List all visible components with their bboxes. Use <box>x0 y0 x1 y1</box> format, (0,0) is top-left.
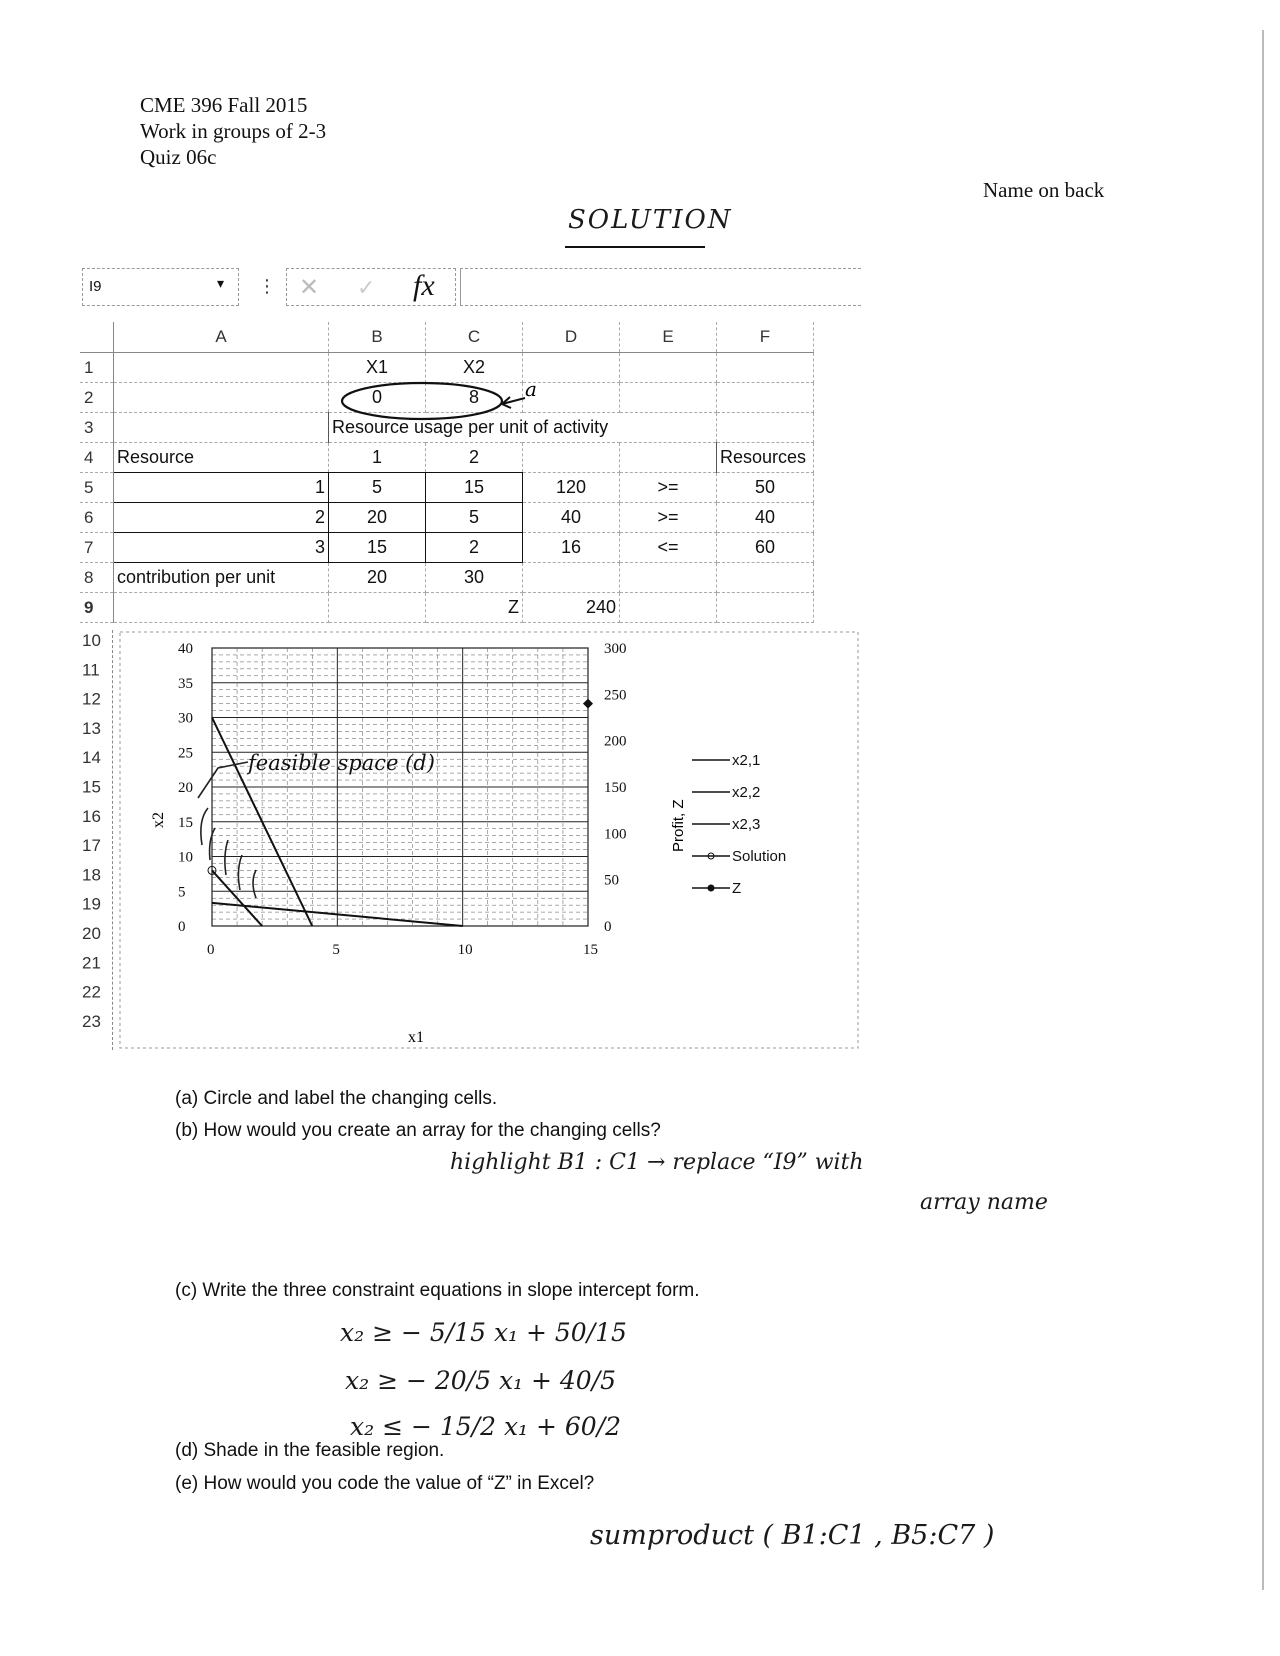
cell-e6[interactable]: >= <box>620 503 717 533</box>
cell-c4[interactable]: 2 <box>426 443 523 473</box>
cell-e2[interactable] <box>620 383 717 413</box>
group-instructions: Work in groups of 2-3 <box>140 119 327 143</box>
row-header: 16 <box>82 806 101 826</box>
cell-c9[interactable]: Z <box>426 593 523 623</box>
cell-d8[interactable] <box>523 563 620 593</box>
x-tick-label: 10 <box>457 942 473 958</box>
row-header[interactable]: 2 <box>80 383 114 413</box>
z-point <box>583 699 593 709</box>
cell-a7[interactable]: 3 <box>114 533 329 563</box>
answer-b-line1: highlight B1 : C1 → replace “I9” with <box>450 1150 864 1175</box>
y-tick-label: 5 <box>178 884 186 901</box>
cell-a8[interactable]: contribution per unit <box>114 563 329 593</box>
row-header: 13 <box>82 718 101 738</box>
row-header[interactable]: 3 <box>80 413 114 443</box>
cell-c1[interactable]: X2 <box>426 353 523 383</box>
question-b: (b) How would you create an array for the changing cells? <box>175 1120 661 1141</box>
formula-input[interactable] <box>460 268 861 306</box>
spreadsheet-grid <box>80 322 814 623</box>
answer-c-eq3: x₂ ≤ − 15/2 x₁ + 60/2 <box>350 1412 622 1441</box>
legend-marker <box>708 885 715 892</box>
cell-b9[interactable] <box>329 593 426 623</box>
legend-label: x2,2 <box>732 784 761 801</box>
row-header: 18 <box>82 865 101 885</box>
chevron-down-icon[interactable]: ▾ <box>216 275 224 291</box>
y-tick-label: 20 <box>178 780 193 796</box>
row-header[interactable]: 8 <box>80 563 114 593</box>
y2-tick-label: 100 <box>604 826 627 843</box>
cell-a1[interactable] <box>114 353 329 383</box>
quiz-title: Quiz 06c <box>140 145 217 169</box>
row-header: 17 <box>82 836 101 856</box>
cell-f6[interactable]: 40 <box>717 503 814 533</box>
row-header[interactable]: 9 <box>80 593 114 623</box>
cell-f5[interactable]: 50 <box>717 473 814 503</box>
y2-tick-label: 50 <box>604 872 619 889</box>
row-header[interactable]: 6 <box>80 503 114 533</box>
answer-a-mark: a <box>525 378 537 401</box>
x-axis-label: x1 <box>408 1029 424 1046</box>
select-all-corner[interactable] <box>80 322 114 353</box>
question-c: (c) Write the three constraint equations in slope intercept form. <box>175 1280 700 1301</box>
answer-e: sumproduct ( B1:C1 , B5:C7 ) <box>590 1520 995 1551</box>
row-header: 11 <box>82 660 100 680</box>
cell-b3[interactable]: Resource usage per unit of activity <box>329 413 717 443</box>
row-header: 12 <box>82 689 101 709</box>
cell-d7[interactable]: 16 <box>523 533 620 563</box>
question-d: (d) Shade in the feasible region. <box>175 1440 445 1461</box>
chart <box>80 630 860 1050</box>
shade-stroke <box>253 870 256 898</box>
answer-c-eq2: x₂ ≥ − 20/5 x₁ + 40/5 <box>345 1366 617 1395</box>
cell-b4[interactable]: 1 <box>329 443 426 473</box>
legend-label: x2,1 <box>732 752 761 769</box>
legend-label: Z <box>732 880 742 897</box>
cell-c2[interactable]: 8 <box>426 383 523 413</box>
cell-a2[interactable] <box>114 383 329 413</box>
row-header[interactable]: 5 <box>80 473 114 503</box>
y2-tick-label: 200 <box>604 733 627 750</box>
cell-e9[interactable] <box>620 593 717 623</box>
cell-b8[interactable]: 20 <box>329 563 426 593</box>
cell-f2[interactable] <box>717 383 814 413</box>
x-tick-label: 15 <box>583 942 598 958</box>
y-tick-label: 15 <box>178 814 193 831</box>
y2-tick-label: 250 <box>604 687 627 704</box>
y-tick-label: 30 <box>178 710 193 727</box>
name-note: Name on back <box>983 178 1105 202</box>
col-header-c[interactable]: C <box>426 322 523 353</box>
row-header: 22 <box>82 982 101 1002</box>
question-a: (a) Circle and label the changing cells. <box>175 1088 498 1109</box>
cell-a6[interactable]: 2 <box>114 503 329 533</box>
cell-f4[interactable]: Resources <box>717 443 814 473</box>
cell-d4[interactable] <box>523 443 620 473</box>
row-header[interactable]: 1 <box>80 353 114 383</box>
formula-buttons <box>286 268 456 306</box>
cell-e8[interactable] <box>620 563 717 593</box>
row-header: 10 <box>82 631 101 650</box>
cell-b7[interactable]: 15 <box>329 533 426 563</box>
cell-a3[interactable] <box>114 413 329 443</box>
row-header[interactable]: 4 <box>80 443 114 473</box>
name-box-value: I9 <box>89 278 102 295</box>
y2-axis-label: Profit, Z <box>670 799 687 852</box>
chart-frame <box>120 632 858 1048</box>
cell-e1[interactable] <box>620 353 717 383</box>
row-header: 21 <box>82 953 101 973</box>
y2-tick-label: 150 <box>604 780 627 796</box>
formula-bar-grip-icon: ⋮ <box>258 276 276 296</box>
cell-f7[interactable]: 60 <box>717 533 814 563</box>
cell-b5[interactable]: 5 <box>329 473 426 503</box>
cell-e4[interactable] <box>620 443 717 473</box>
enter-check-icon[interactable]: ✓ <box>357 275 376 300</box>
y-tick-label: 35 <box>178 675 193 692</box>
row-header: 23 <box>82 1011 101 1031</box>
row-header: 14 <box>82 748 101 768</box>
cell-a5[interactable]: 1 <box>114 473 329 503</box>
changing-cells-circle <box>342 383 502 419</box>
y-tick-label: 10 <box>178 849 193 866</box>
answer-c-eq1: x₂ ≥ − 5/15 x₁ + 50/15 <box>340 1318 627 1347</box>
y-tick-label: 40 <box>178 641 193 657</box>
solution-underline <box>565 246 705 248</box>
course-title: CME 396 Fall 2015 <box>140 93 308 117</box>
cell-c8[interactable]: 30 <box>426 563 523 593</box>
shade-stroke <box>201 808 208 845</box>
legend-label: Solution <box>732 848 787 865</box>
cell-f8[interactable] <box>717 563 814 593</box>
feasible-space-annotation: feasible space (d) <box>248 751 435 775</box>
row-header[interactable]: 7 <box>80 533 114 563</box>
changing-cells-annotation <box>340 378 540 428</box>
col-header-a[interactable]: A <box>114 322 329 353</box>
col-header-d[interactable]: D <box>523 322 620 353</box>
row-header: 20 <box>82 924 101 943</box>
cell-c7[interactable]: 2 <box>426 533 523 563</box>
cell-f3[interactable] <box>717 413 814 443</box>
solution-label: SOLUTION <box>568 205 733 235</box>
cell-c6[interactable]: 5 <box>426 503 523 533</box>
cell-f1[interactable] <box>717 353 814 383</box>
y2-tick-label: 0 <box>604 919 612 935</box>
col-header-f[interactable]: F <box>717 322 814 353</box>
y-tick-label: 0 <box>178 919 186 935</box>
col-header-b[interactable]: B <box>329 322 426 353</box>
legend-label: x2,3 <box>732 816 761 833</box>
cancel-icon[interactable]: ✕ <box>299 274 320 301</box>
page-edge-line <box>1262 30 1264 1590</box>
cell-a4[interactable]: Resource <box>114 443 329 473</box>
cell-f9[interactable] <box>717 593 814 623</box>
row-header: 19 <box>82 894 101 914</box>
name-box[interactable] <box>82 268 239 306</box>
cell-b6[interactable]: 20 <box>329 503 426 533</box>
cell-e7[interactable]: <= <box>620 533 717 563</box>
shade-stroke <box>238 855 242 890</box>
cell-d9[interactable]: 240 <box>523 593 620 623</box>
question-e: (e) How would you code the value of “Z” in Excel? <box>175 1473 595 1494</box>
cell-a9[interactable] <box>114 593 329 623</box>
x-tick-label: 0 <box>207 942 215 958</box>
cell-b1[interactable]: X1 <box>329 353 426 383</box>
cell-d5[interactable]: 120 <box>523 473 620 503</box>
y-axis-label: x2 <box>150 812 167 828</box>
cell-b2[interactable]: 0 <box>329 383 426 413</box>
answer-b-line2: array name <box>920 1190 1048 1215</box>
cell-c5[interactable]: 15 <box>426 473 523 503</box>
y-tick-label: 25 <box>178 745 193 762</box>
shade-stroke <box>225 840 228 875</box>
insert-function-icon[interactable]: fx <box>413 269 435 302</box>
col-header-e[interactable]: E <box>620 322 717 353</box>
y2-tick-label: 300 <box>604 641 627 657</box>
cell-e5[interactable]: >= <box>620 473 717 503</box>
row-header: 15 <box>82 777 101 797</box>
x-tick-label: 5 <box>332 942 340 958</box>
cell-d6[interactable]: 40 <box>523 503 620 533</box>
